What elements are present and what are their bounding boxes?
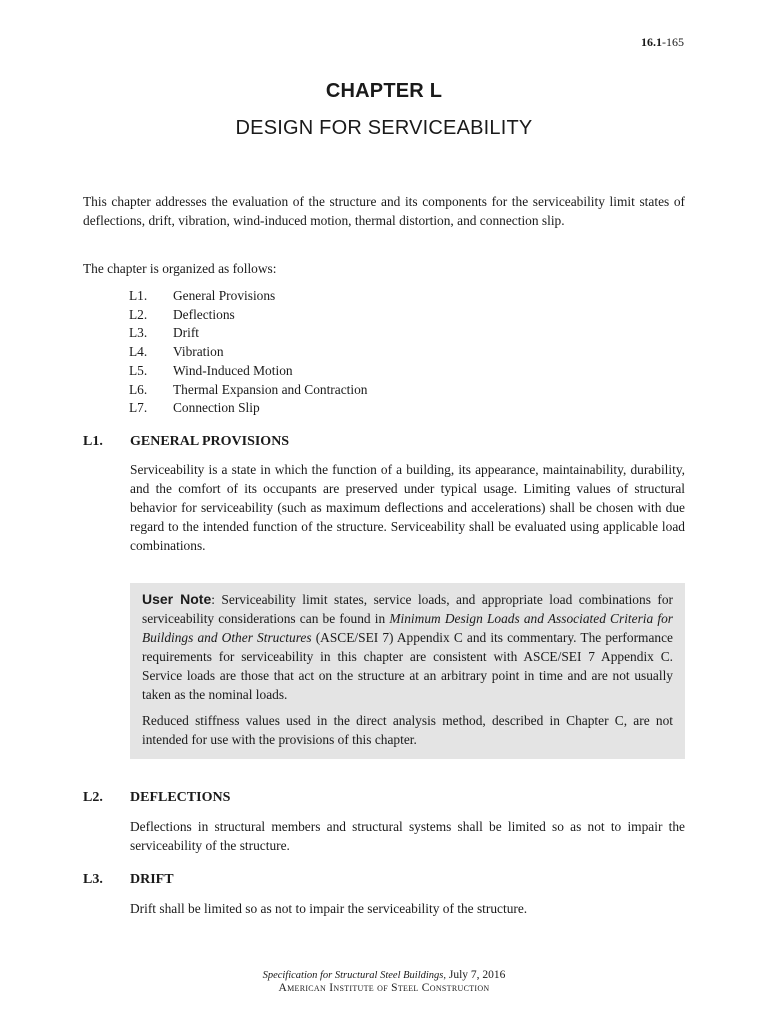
section-heading-l2 bbox=[83, 790, 230, 806]
chapter-heading: CHAPTER L bbox=[325, 80, 443, 102]
section-heading-l1 bbox=[83, 434, 289, 450]
section-title: DRIFT bbox=[130, 872, 174, 887]
section-number: L2. bbox=[83, 790, 103, 805]
toc-number: L5. bbox=[129, 362, 148, 378]
user-note-paragraph: Reduced stiffness values used in the direct analysis method, described in Chapter C, are not intended for use with the provisions of this chapter. bbox=[142, 713, 673, 748]
section-title: DEFLECTIONS bbox=[130, 790, 231, 805]
footer-title: Specification for Structural Steel Buildings, bbox=[262, 970, 446, 981]
toc-item bbox=[129, 343, 368, 362]
toc-number: L3. bbox=[129, 325, 148, 341]
toc-number: L4. bbox=[129, 344, 148, 360]
page-footer bbox=[0, 969, 768, 995]
toc-number: L1. bbox=[129, 288, 148, 303]
section-body-l1: Serviceability is a state in which the function of a building, its appearance, maintainability, durability, and the comfort of its occupants are preserved under typical usage. Limiting values of structural behavior for serviceability (such as maximum deflections and accelerations) shall be chosen with due regard to the intended function of the structure. Serviceability shall be evaluated using applicable load combinations. bbox=[130, 462, 685, 553]
toc-label: General Provisions bbox=[173, 288, 276, 303]
toc-label: Wind-Induced Motion bbox=[173, 362, 293, 378]
toc-item bbox=[129, 306, 368, 325]
toc-item bbox=[129, 324, 368, 343]
footer-line-1 bbox=[0, 969, 768, 982]
toc-item bbox=[129, 287, 368, 306]
toc-label: Connection Slip bbox=[173, 400, 260, 416]
toc-item bbox=[129, 381, 368, 400]
toc-label: Thermal Expansion and Contraction bbox=[173, 381, 368, 397]
user-note-text: (ASCE/SEI 7) Appendix C and its commentary. The performance requirements for serviceability in this chapter are consistent with ASCE/SEI 7 Appendix C. Service loads are those that act on the structure at an arbitrary point in time and are not usually taken as the nominal loads. bbox=[142, 629, 673, 702]
table-of-contents bbox=[129, 287, 368, 418]
section-title: GENERAL PROVISIONS bbox=[130, 434, 290, 449]
chapter-title: DESIGN FOR SERVICEABILITY bbox=[235, 117, 533, 139]
toc-item bbox=[129, 362, 368, 381]
user-note-paragraph bbox=[142, 590, 673, 704]
section-heading-l3 bbox=[83, 872, 174, 888]
section-number: L1. bbox=[83, 434, 103, 449]
toc-label: Deflections bbox=[173, 306, 235, 322]
footer-organization: American Institute of Steel Construction bbox=[278, 982, 490, 994]
user-note-text: : Serviceability limit states, service loads, and appropriate load combinations for serviceability considerations can be found in bbox=[142, 592, 673, 626]
toc-number: L7. bbox=[129, 400, 148, 416]
intro-paragraph: This chapter addresses the evaluation of the structure and its components for the serviceability limit states of deflections, drift, vibration, wind-induced motion, thermal distortion, and connection slip. bbox=[83, 194, 685, 228]
toc-number: L2. bbox=[129, 306, 148, 322]
page-number-bold: 16.1 bbox=[641, 35, 662, 49]
page-number bbox=[641, 35, 684, 50]
page-number-rest: -165 bbox=[662, 35, 684, 49]
toc-label: Drift bbox=[173, 325, 200, 341]
section-body-l3: Drift shall be limited so as not to impair the serviceability of the structure. bbox=[130, 901, 528, 916]
user-note-box bbox=[130, 583, 685, 759]
user-note-label: User Note bbox=[142, 591, 212, 607]
section-number: L3. bbox=[83, 872, 103, 887]
toc-label: Vibration bbox=[173, 344, 224, 360]
toc-item bbox=[129, 399, 368, 418]
toc-number: L6. bbox=[129, 381, 148, 397]
footer-date: July 7, 2016 bbox=[446, 969, 506, 981]
organized-text: The chapter is organized as follows: bbox=[83, 261, 277, 276]
section-body-l2: Deflections in structural members and structural systems shall be limited so as not to impair the serviceability of the structure. bbox=[130, 819, 685, 853]
user-note-citation: Minimum Design Loads and Associated Criteria for Buildings and Other Structures bbox=[142, 610, 673, 645]
